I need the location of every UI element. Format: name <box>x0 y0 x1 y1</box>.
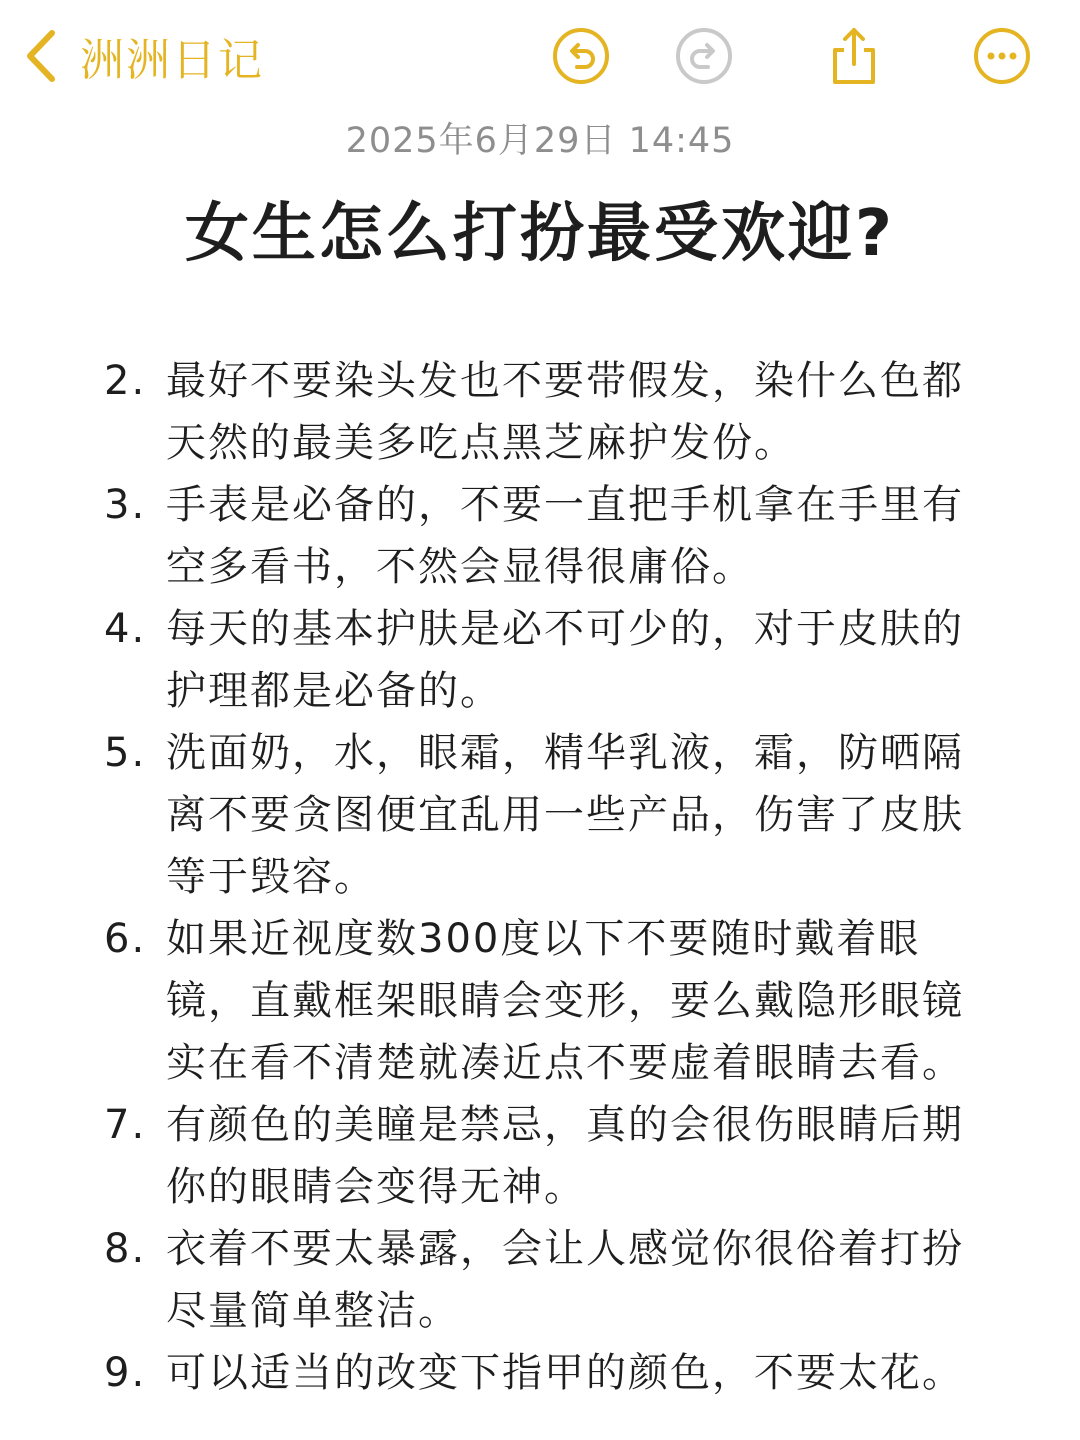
list-item-text: 最好不要染头发也不要带假发，染什么色都天然的最美多吃点黑芝麻护发份。 <box>166 358 964 466</box>
list-item-number: 4. <box>104 606 147 652</box>
list-item <box>0 474 1080 598</box>
redo-button[interactable] <box>674 26 734 86</box>
more-button[interactable] <box>972 26 1032 86</box>
note-title[interactable]: 女生怎么打扮最受欢迎? <box>184 197 896 271</box>
undo-icon <box>551 26 611 86</box>
list-item-number: 7. <box>104 1102 147 1148</box>
list-item-number: 8. <box>104 1226 147 1272</box>
share-icon <box>824 26 884 86</box>
list-item-text: 手表是必备的，不要一直把手机拿在手里有空多看书，不然会显得很庸俗。 <box>166 482 964 590</box>
note-timestamp: 2025年6月29日 14:45 <box>345 121 735 161</box>
more-icon <box>972 26 1032 86</box>
list-item-text: 每天的基本护肤是必不可少的，对于皮肤的护理都是必备的。 <box>166 606 964 714</box>
list-item-number: 9. <box>104 1350 147 1396</box>
note-body-list[interactable] <box>0 350 1080 1404</box>
list-item <box>0 350 1080 474</box>
list-item-number: 6. <box>104 916 147 962</box>
undo-button[interactable] <box>551 26 611 86</box>
list-item-text: 如果近视度数300度以下不要随时戴着眼镜，直戴框架眼睛会变形，要么戴隐形眼镜实在看不清楚就凑近点不要虚着眼睛去看。 <box>166 916 964 1086</box>
list-item-text: 洗面奶，水，眼霜，精华乳液，霜，防晒隔离不要贪图便宜乱用一些产品，伤害了皮肤等于毁容。 <box>166 730 964 900</box>
list-item-number: 5. <box>104 730 147 776</box>
share-button[interactable] <box>824 26 884 86</box>
list-item-number: 3. <box>104 482 147 528</box>
back-button[interactable] <box>22 24 264 88</box>
list-item-text: 衣着不要太暴露，会让人感觉你很俗着打扮尽量简单整洁。 <box>166 1226 964 1334</box>
chevron-left-icon <box>22 27 60 85</box>
list-item <box>0 908 1080 1094</box>
list-item <box>0 598 1080 722</box>
navigation-bar <box>0 0 1080 110</box>
list-item <box>0 1218 1080 1342</box>
list-item-text: 有颜色的美瞳是禁忌，真的会很伤眼睛后期你的眼睛会变得无神。 <box>166 1102 964 1210</box>
redo-icon <box>674 26 734 86</box>
list-item-text: 可以适当的改变下指甲的颜色，不要太花。 <box>166 1350 964 1396</box>
list-item <box>0 1094 1080 1218</box>
list-item-number: 2. <box>104 358 147 404</box>
list-item <box>0 1342 1080 1404</box>
list-item <box>0 722 1080 908</box>
back-label: 洲洲日记 <box>80 35 264 86</box>
